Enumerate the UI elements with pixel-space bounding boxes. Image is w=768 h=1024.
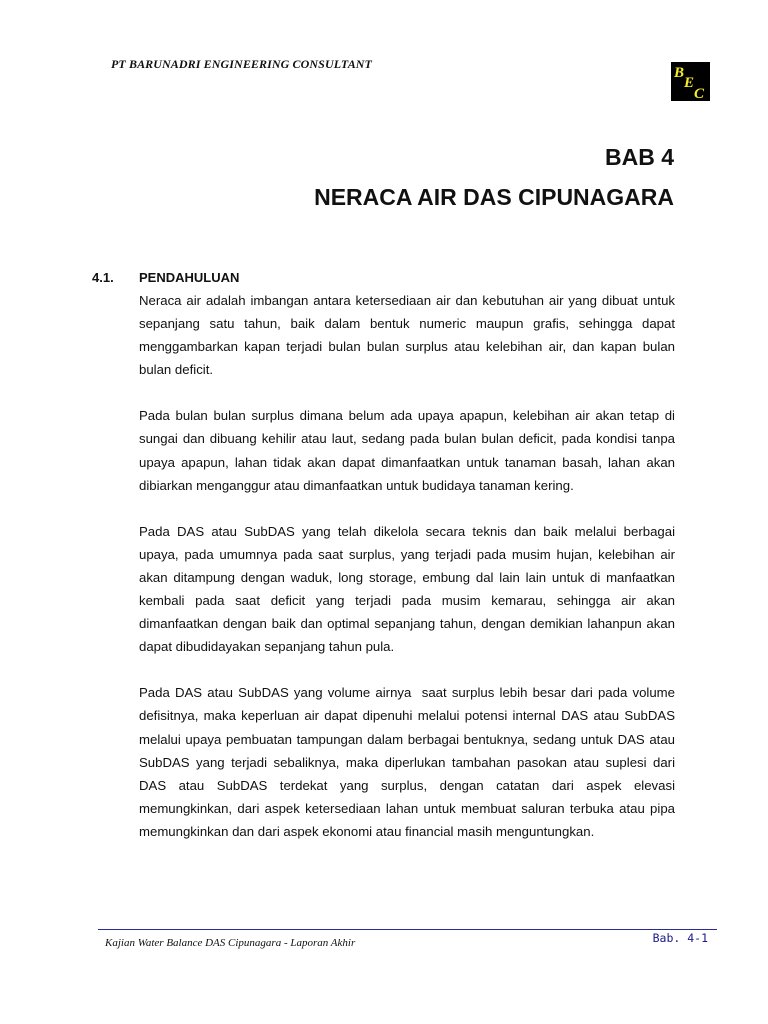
footer-page-label: Bab. 4-1 bbox=[652, 931, 708, 945]
footer-divider bbox=[98, 929, 717, 930]
company-name: PT BARUNADRI ENGINEERING CONSULTANT bbox=[111, 57, 372, 71]
footer-document-title: Kajian Water Balance DAS Cipunagara - Laporan Akhir bbox=[105, 937, 356, 949]
section-body bbox=[139, 289, 679, 866]
svg-text:C: C bbox=[694, 86, 705, 101]
chapter-number: BAB 4 bbox=[604, 144, 674, 170]
paragraph: Pada DAS atau SubDAS yang telah dikelola secara teknis dan baik melalui berbagai upaya, pada umumnya pada saat surplus, yang terjadi pada musim hujan, kelebihan air akan ditampung dengan waduk, long storage, embung dal lain lain untuk di manfaatkan kembali pada saat deficit yang terjadi pada musim kemarau, sehingga air akan dimanfaatkan dengan baik dan optimal sepanjang tahun, dengan demikian lahanpun akan dapat dibudidayakan sepanjang tahun pula. bbox=[139, 523, 679, 655]
paragraph: Neraca air adalah imbangan antara ketersediaan air dan kebutuhan air yang dibuat untuk sepanjang satu tahun, baik dalam bentuk numeric maupun grafis, sehingga dapat menggambarkan kapan terjadi bulan bulan surplus atau kelebihan air, dan kapan bulan bulan deficit. bbox=[139, 293, 679, 378]
company-logo-icon bbox=[671, 62, 710, 101]
svg-text:E: E bbox=[684, 75, 695, 91]
section-number: 4.1. bbox=[92, 270, 114, 285]
section-title: PENDAHULUAN bbox=[139, 270, 240, 285]
chapter-title: NERACA AIR DAS CIPUNAGARA bbox=[314, 184, 674, 210]
paragraph: Pada DAS atau SubDAS yang volume airnya saat surplus lebih besar dari pada volume defisitnya, maka keperluan air dapat dipenuhi melalui potensi internal DAS atau SubDAS melalui upaya pembuatan tampungan dalam berbagai bentuknya, sedang untuk DAS atau SubDAS yang terjadi sebaliknya, maka diperlukan tambahan pasokan atau suplesi dari DAS atau SubDAS terdekat yang surplus, dengan catatan dari aspek elevasi memungkinkan, dari aspek ketersediaan lahan untuk membuat saluran terbuka atau pipa memungkinkan dan dari aspek ekonomi atau financial masih menguntungkan. bbox=[139, 685, 679, 839]
paragraph: Pada bulan bulan surplus dimana belum ada upaya apapun, kelebihan air akan tetap di sungai dan dibuang kehilir atau laut, sedang pada bulan bulan deficit, pada kondisi tanpa upaya apapun, lahan tidak akan dapat dimanfaatkan untuk tanaman basah, lahan akan dibiarkan menganggur atau dimanfaatkan untuk budidaya tanaman kering. bbox=[139, 408, 679, 493]
svg-text:B: B bbox=[674, 65, 685, 81]
